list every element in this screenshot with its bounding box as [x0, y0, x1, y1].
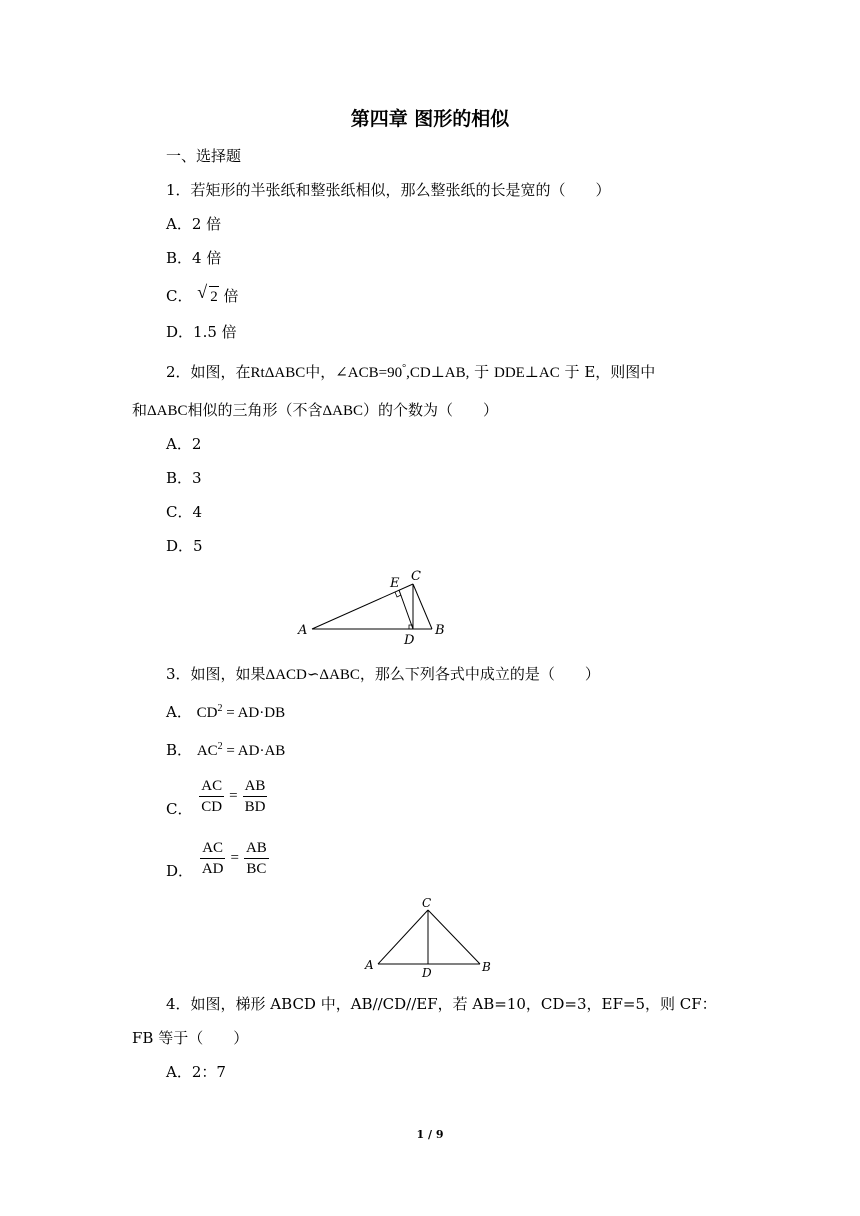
- q2-stem-line2: [132, 400, 498, 421]
- q3-option-a-prefix: A．: [166, 703, 192, 721]
- q2-triangle-figure: [286, 566, 456, 648]
- q2-option-b: B．3: [166, 469, 202, 487]
- q2-text: 和: [132, 401, 148, 419]
- q4-stem-line1: 4．如图，梯形 ABCD 中，AB//CD//EF，若 AB=10，CD=3，EF=5，则 CF：: [166, 995, 717, 1013]
- page-number: 1 / 9: [416, 1128, 444, 1141]
- fraction-ab-bd: [243, 776, 268, 817]
- q2-math: D: [493, 365, 505, 381]
- numerator: AC: [199, 776, 224, 797]
- q3-option-d: [166, 836, 271, 892]
- q1-option-c-prefix: C．: [166, 287, 193, 305]
- q1-option-a: A．2 倍: [166, 215, 222, 233]
- q2-text: 于 E，则图中: [564, 363, 656, 381]
- vertex-label-d: D: [422, 966, 432, 980]
- sqrt-radicand: 2: [209, 286, 219, 307]
- q2-math-degree: °: [402, 363, 407, 374]
- q3-triangle-figure: [360, 894, 500, 980]
- q3-option-d-prefix: D．: [166, 862, 194, 880]
- q2-option-a: A．2: [166, 435, 202, 453]
- q2-math: ΔABC: [147, 403, 188, 419]
- q2-math: DE⊥AC: [504, 365, 560, 381]
- chapter-title: 第四章 图形的相似: [350, 108, 510, 130]
- q3-text: 3．如图，如果: [166, 665, 266, 683]
- q3-option-b-math: [197, 743, 285, 759]
- q2-stem-line1: [166, 362, 655, 383]
- q2-math-perp: ,CD⊥AB,: [406, 365, 470, 381]
- segment-cb: [413, 584, 432, 629]
- numerator: AC: [200, 838, 226, 859]
- section-heading: 一、选择题: [166, 147, 242, 165]
- vertex-label-b: B: [435, 623, 445, 638]
- q2-text: 中，: [305, 363, 336, 381]
- q3-math: ΔACD∽ΔABC: [265, 667, 360, 683]
- numerator: AB: [244, 838, 269, 859]
- q3-stem: [166, 664, 600, 685]
- math-term: = AD·AB: [222, 743, 286, 759]
- q2-option-d: D．5: [166, 537, 203, 555]
- q2-text: ）的个数为（ ）: [363, 401, 499, 419]
- q3-option-b: [166, 740, 285, 761]
- q3-option-a-math: [197, 705, 285, 721]
- q2-option-c: C．4: [166, 503, 203, 521]
- q2-text: 2．如图，在: [166, 363, 251, 381]
- math-exponent: 2: [217, 741, 223, 752]
- denominator: BC: [246, 860, 267, 877]
- q2-math: ΔABC: [322, 403, 364, 419]
- sqrt-expression: [197, 282, 219, 307]
- q4-option-a: A．2：7: [166, 1063, 226, 1081]
- q3-option-c: [166, 774, 269, 830]
- vertex-label-d: D: [404, 633, 415, 648]
- denominator: BD: [244, 798, 266, 815]
- equals-sign: =: [229, 788, 238, 804]
- math-term: AC: [196, 743, 218, 759]
- q2-text: 相似的三角形（不含: [187, 401, 323, 419]
- q1-option-c-suffix: 倍: [223, 287, 239, 305]
- q3-option-a: [166, 702, 285, 723]
- segment-ac: [378, 910, 428, 964]
- vertex-label-a: A: [365, 958, 374, 972]
- vertex-label-a: A: [298, 623, 308, 638]
- q3-option-b-prefix: B．: [166, 741, 193, 759]
- fraction-ac-ad: [200, 838, 226, 879]
- vertex-label-c: C: [411, 569, 421, 584]
- math-exponent: 2: [217, 703, 223, 714]
- math-term: = AD·DB: [222, 705, 286, 721]
- q1-option-b: B．4 倍: [166, 249, 222, 267]
- q2-math-angle: ∠ACB=90: [335, 365, 403, 381]
- segment-de: [399, 590, 413, 629]
- fraction-ac-cd: [199, 776, 224, 817]
- q1-option-c: [166, 282, 239, 307]
- q4-stem-line2: FB 等于（ ）: [132, 1029, 249, 1047]
- q2-math: [335, 365, 469, 381]
- q2-text: 于: [474, 363, 490, 381]
- q1-stem: 1．若矩形的半张纸和整张纸相似，那么整张纸的长是宽的（ ）: [166, 181, 611, 199]
- vertex-label-c: C: [422, 896, 432, 910]
- fraction-ab-bc: [244, 838, 269, 879]
- q3-text: ，那么下列各式中成立的是（ ）: [359, 665, 600, 683]
- q3-option-c-prefix: C．: [166, 800, 193, 818]
- math-term: CD: [196, 705, 218, 721]
- numerator: AB: [243, 776, 268, 797]
- denominator: AD: [201, 860, 224, 877]
- q2-math: RtΔABC: [250, 365, 306, 381]
- equals-sign: =: [230, 850, 239, 866]
- sqrt-sign: √: [197, 282, 208, 302]
- denominator: CD: [201, 798, 223, 815]
- vertex-label-b: B: [482, 960, 491, 974]
- segment-cb: [428, 910, 480, 964]
- q1-option-d: D．1.5 倍: [166, 323, 237, 341]
- vertex-label-e: E: [390, 576, 400, 591]
